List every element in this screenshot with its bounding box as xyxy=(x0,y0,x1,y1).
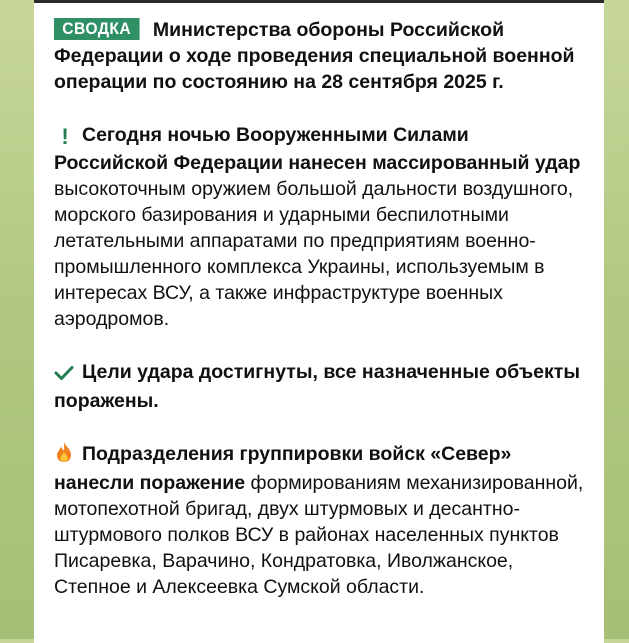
header-title: Министерства обороны Российской Федерации о ходе проведения специальной военной операции по состоянию на 28 сентября 2025 г. xyxy=(54,19,575,93)
paragraph-strike-bold: Сегодня ночью Вооруженными Силами Российской Федерации нанесен массированный удар xyxy=(54,124,581,174)
paragraph-targets-bold: Цели удара достигнуты, все назначенные объекты поражены. xyxy=(54,361,580,412)
message-bubble xyxy=(34,3,604,643)
message-header xyxy=(54,17,586,95)
paragraph-targets xyxy=(54,359,586,414)
paragraph-north-text: формированиям механизированной, мотопехотной бригад, двух штурмовых и десантно-штурмового полков ВСУ в районах населенных пунктов Писаревка, Варачино, Кондратовка, Иволжанское, Степное и Алексеевка Сумской области. xyxy=(54,472,584,598)
check-icon xyxy=(54,362,76,388)
paragraph-strike-text: высокоточным оружием большой дальности воздушного, морского базирования и ударными беспилотными летательными аппаратами по предприятиям военно-промышленного комплекса Украины, используемым в интересах ВСУ, а также инфраструктуре военных аэродромов. xyxy=(54,178,574,330)
fire-icon xyxy=(54,441,76,470)
paragraph-north-bold: Подразделения группировки войск «Север» нанесли поражение xyxy=(54,443,512,494)
exclamation-icon: ! xyxy=(61,124,69,149)
paragraph-strike xyxy=(54,122,586,332)
paragraph-north xyxy=(54,441,586,600)
summary-badge: СВОДКА xyxy=(54,18,139,40)
